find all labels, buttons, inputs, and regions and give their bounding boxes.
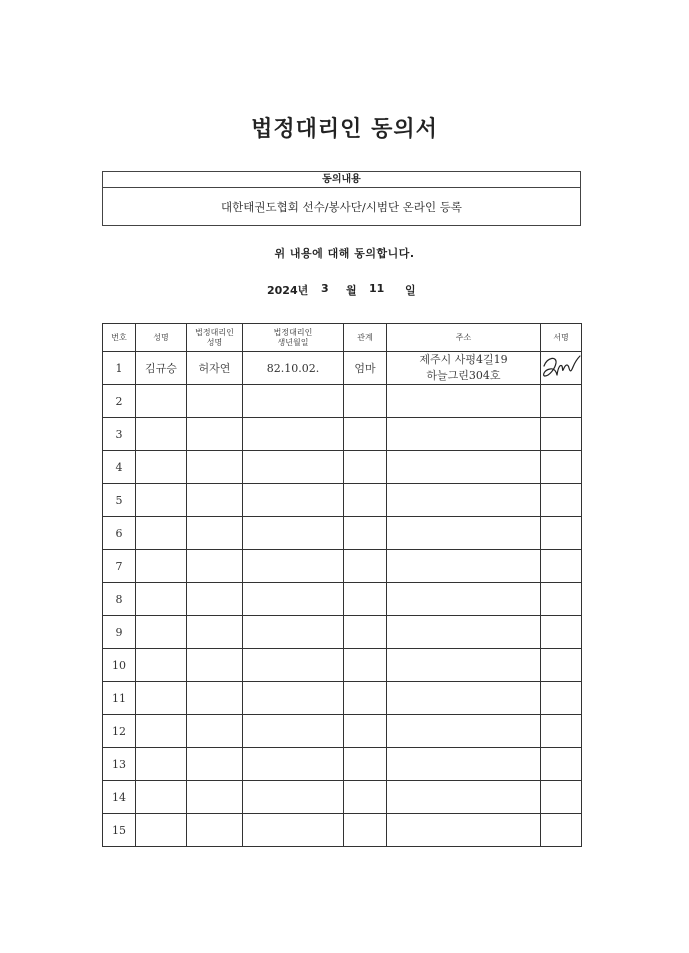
cell-guardian-birth <box>243 517 344 550</box>
cell-no: 1 <box>103 352 136 385</box>
cell-address <box>387 418 541 451</box>
cell-guardian-name <box>187 682 243 715</box>
cell-guardian-birth: 82.10.02. <box>243 352 344 385</box>
table-row <box>103 814 582 847</box>
cell-name <box>136 451 187 484</box>
cell-relation: 엄마 <box>344 352 387 385</box>
cell-address <box>387 781 541 814</box>
cell-no: 6 <box>103 517 136 550</box>
cell-name <box>136 583 187 616</box>
cell-guardian-name <box>187 418 243 451</box>
cell-address <box>387 583 541 616</box>
header-guardian-name-line1: 법정대리인 <box>195 327 234 337</box>
cell-relation <box>344 385 387 418</box>
cell-name <box>136 649 187 682</box>
header-relation: 관계 <box>344 324 387 352</box>
cell-guardian-name <box>187 649 243 682</box>
table-row <box>103 418 582 451</box>
cell-signature <box>541 649 582 682</box>
cell-name <box>136 748 187 781</box>
cell-name <box>136 814 187 847</box>
cell-name <box>136 616 187 649</box>
table-row <box>103 352 582 385</box>
cell-no: 2 <box>103 385 136 418</box>
cell-address <box>387 748 541 781</box>
header-guardian-name-line2: 성명 <box>206 337 223 347</box>
cell-relation <box>344 550 387 583</box>
cell-name <box>136 550 187 583</box>
cell-guardian-name <box>187 451 243 484</box>
header-address: 주소 <box>387 324 541 352</box>
cell-guardian-birth <box>243 385 344 418</box>
cell-signature <box>541 814 582 847</box>
cell-guardian-name <box>187 616 243 649</box>
table-header-row <box>103 324 582 352</box>
header-no: 번호 <box>103 324 136 352</box>
handwritten-signature <box>541 354 581 382</box>
header-name: 성명 <box>136 324 187 352</box>
table-row <box>103 517 582 550</box>
cell-guardian-birth <box>243 583 344 616</box>
cell-address <box>387 517 541 550</box>
cell-address <box>387 352 541 385</box>
cell-relation <box>344 781 387 814</box>
cell-address <box>387 682 541 715</box>
cell-guardian-name <box>187 517 243 550</box>
consent-header: 동의내용 <box>103 172 580 188</box>
cell-address <box>387 715 541 748</box>
cell-signature <box>541 682 582 715</box>
cell-guardian-name <box>187 484 243 517</box>
cell-name <box>136 715 187 748</box>
cell-name <box>136 682 187 715</box>
cell-no: 11 <box>103 682 136 715</box>
cell-no: 4 <box>103 451 136 484</box>
cell-address <box>387 484 541 517</box>
table-row <box>103 385 582 418</box>
cell-no: 7 <box>103 550 136 583</box>
date-month-label: 월 <box>346 284 357 297</box>
cell-address <box>387 451 541 484</box>
header-guardian-name <box>187 324 243 352</box>
cell-guardian-name <box>187 814 243 847</box>
cell-guardian-birth <box>243 418 344 451</box>
cell-relation <box>344 517 387 550</box>
cell-guardian-birth <box>243 814 344 847</box>
cell-signature <box>541 550 582 583</box>
cell-address <box>387 649 541 682</box>
table-row <box>103 451 582 484</box>
cell-relation <box>344 748 387 781</box>
table-row <box>103 649 582 682</box>
cell-name <box>136 517 187 550</box>
table-row <box>103 550 582 583</box>
cell-no: 10 <box>103 649 136 682</box>
cell-guardian-birth <box>243 550 344 583</box>
cell-guardian-birth <box>243 682 344 715</box>
cell-no: 13 <box>103 748 136 781</box>
cell-no: 15 <box>103 814 136 847</box>
cell-address-line2: 하늘그린304호 <box>426 369 501 382</box>
cell-signature <box>541 418 582 451</box>
cell-signature <box>541 484 582 517</box>
cell-no: 8 <box>103 583 136 616</box>
cell-no: 12 <box>103 715 136 748</box>
cell-guardian-birth <box>243 748 344 781</box>
header-signature: 서명 <box>541 324 582 352</box>
agreement-statement: 위 내용에 대해 동의합니다. <box>274 247 415 260</box>
cell-guardian-name <box>187 715 243 748</box>
cell-guardian-birth <box>243 715 344 748</box>
cell-guardian-birth <box>243 649 344 682</box>
document-title: 법정대리인 동의서 <box>251 117 438 142</box>
cell-signature <box>541 583 582 616</box>
cell-signature <box>541 385 582 418</box>
cell-relation <box>344 451 387 484</box>
consent-content: 대한태권도협회 선수/봉사단/시범단 온라인 등록 <box>221 200 462 214</box>
table-row <box>103 715 582 748</box>
table-row <box>103 781 582 814</box>
header-guardian-birth <box>243 324 344 352</box>
guardian-table <box>102 323 582 847</box>
cell-name <box>136 484 187 517</box>
cell-guardian-birth <box>243 484 344 517</box>
cell-relation <box>344 814 387 847</box>
cell-guardian-name <box>187 550 243 583</box>
cell-signature <box>541 715 582 748</box>
cell-name: 김규승 <box>136 352 187 385</box>
cell-address-line1: 제주시 사평4길19 <box>419 353 508 366</box>
cell-guardian-name <box>187 781 243 814</box>
date-day-label: 일 <box>405 284 416 297</box>
header-guardian-birth-line2: 생년월일 <box>277 337 309 347</box>
cell-name <box>136 385 187 418</box>
cell-address <box>387 385 541 418</box>
cell-guardian-name <box>187 583 243 616</box>
header-guardian-birth-line1: 법정대리인 <box>273 327 313 337</box>
cell-signature <box>541 352 582 385</box>
cell-relation <box>344 715 387 748</box>
table-row <box>103 484 582 517</box>
cell-no: 14 <box>103 781 136 814</box>
table-row <box>103 583 582 616</box>
cell-guardian-birth <box>243 451 344 484</box>
cell-no: 5 <box>103 484 136 517</box>
cell-no: 9 <box>103 616 136 649</box>
cell-relation <box>344 649 387 682</box>
cell-no: 3 <box>103 418 136 451</box>
cell-guardian-birth <box>243 616 344 649</box>
date-month: 3 <box>321 282 329 295</box>
cell-guardian-birth <box>243 781 344 814</box>
cell-relation <box>344 418 387 451</box>
cell-relation <box>344 682 387 715</box>
cell-signature <box>541 616 582 649</box>
consent-box <box>102 171 581 226</box>
cell-guardian-name <box>187 385 243 418</box>
cell-signature <box>541 451 582 484</box>
cell-signature <box>541 748 582 781</box>
cell-guardian-name: 허자연 <box>187 352 243 385</box>
date-year: 2024년 <box>267 284 309 297</box>
table-row <box>103 748 582 781</box>
date-day: 11 <box>369 282 385 295</box>
cell-address <box>387 814 541 847</box>
cell-signature <box>541 781 582 814</box>
cell-guardian-name <box>187 748 243 781</box>
cell-address <box>387 616 541 649</box>
cell-relation <box>344 583 387 616</box>
cell-signature <box>541 517 582 550</box>
table-row <box>103 682 582 715</box>
cell-relation <box>344 484 387 517</box>
table-row <box>103 616 582 649</box>
cell-name <box>136 781 187 814</box>
cell-name <box>136 418 187 451</box>
cell-address <box>387 550 541 583</box>
cell-relation <box>344 616 387 649</box>
